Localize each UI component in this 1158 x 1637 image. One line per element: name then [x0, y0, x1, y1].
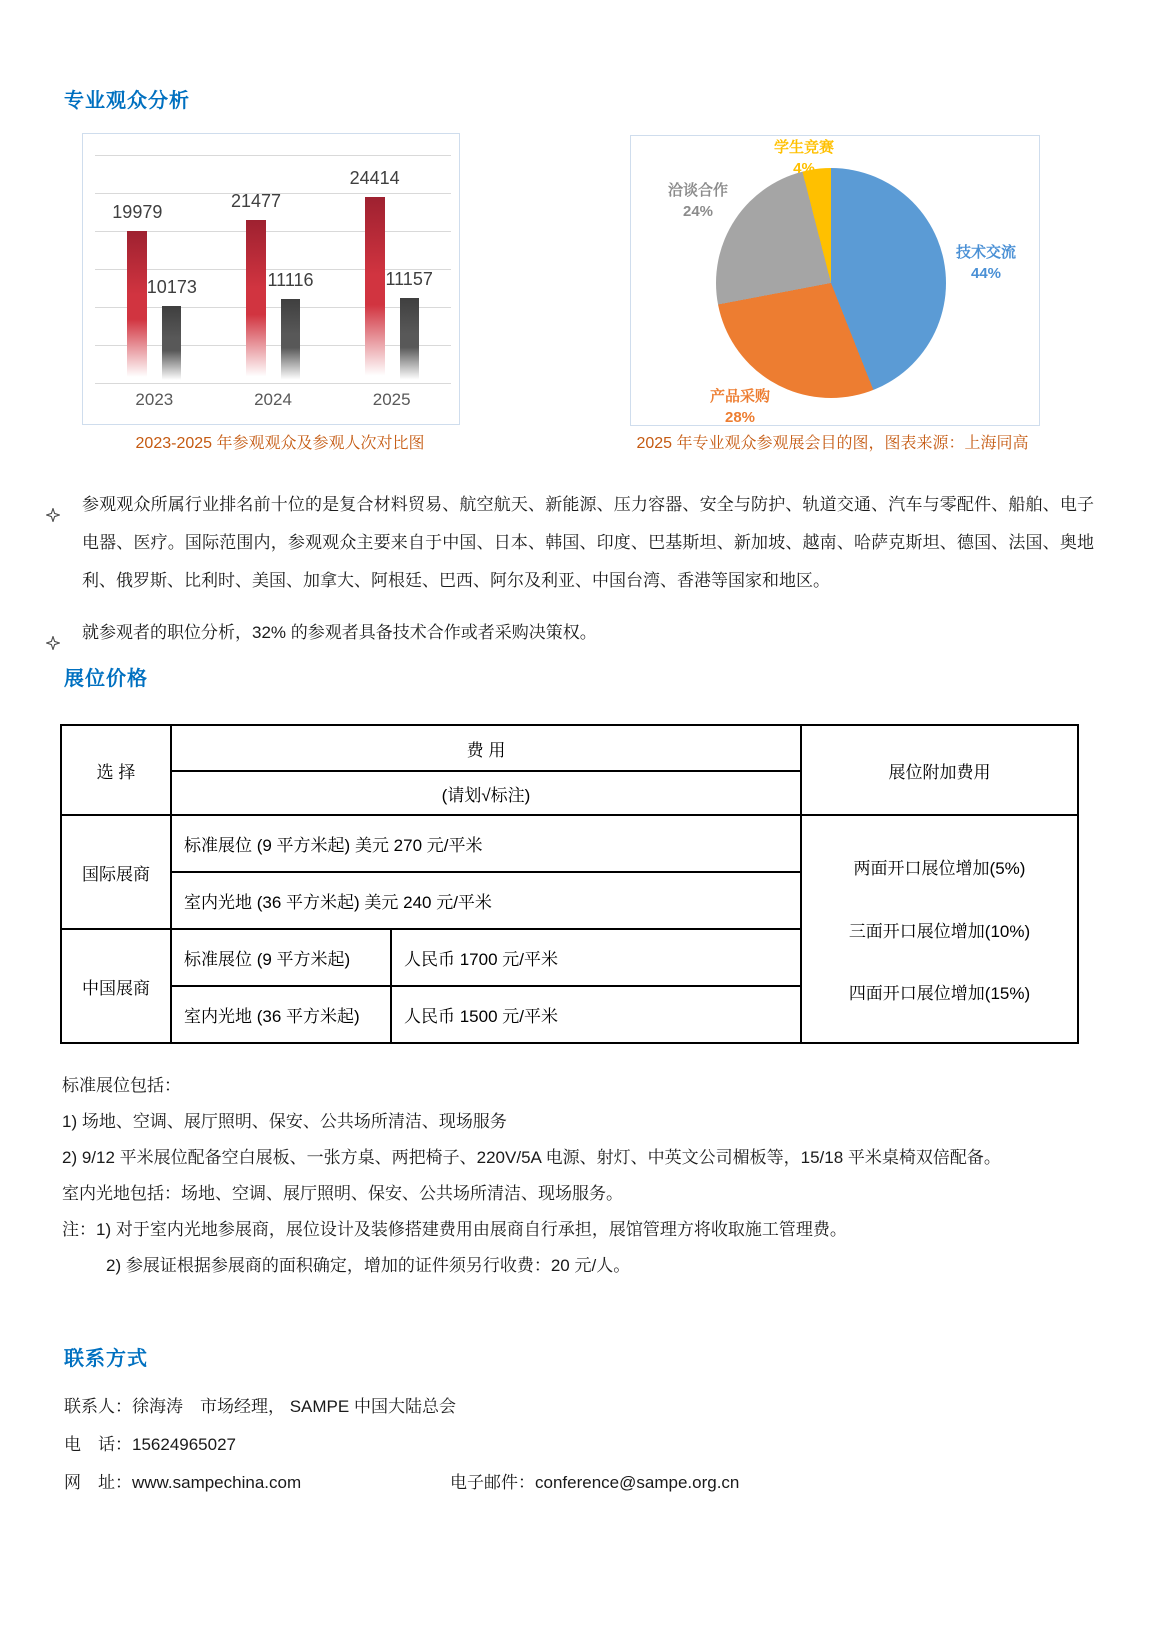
pie-slice-label: 产品采购 28%: [709, 388, 770, 426]
audience-bullet-list: [44, 486, 1094, 664]
contact-person-label: 联系人：: [64, 1397, 132, 1416]
x-axis-label: 2023: [135, 390, 174, 409]
table-cell-cn-raw-price: 人民币 1500 元/平米: [391, 986, 801, 1043]
bar-value-label: 11116: [267, 269, 314, 290]
contact-phone-label: 电 话：: [64, 1435, 132, 1454]
contact-email-value[interactable]: conference@sampe.org.cn: [535, 1473, 740, 1492]
bar-red-2025: [365, 197, 385, 383]
note-item-2: 2) 9/12 平米展位配备空白展板、一张方桌、两把椅子、220V/5A 电源、射灯、中英文公司楣板等，15/18 平米桌椅双倍配备。: [62, 1148, 1001, 1167]
bar-gray-2025: [400, 298, 419, 383]
bar-red-2024: [246, 220, 266, 383]
bar-chart-caption: 2023-2025 年参观观众及参观人次对比图: [135, 435, 425, 452]
bar-gray-2023: [162, 306, 181, 383]
bar-value-label: 10173: [146, 276, 197, 297]
bar-value-label: 21477: [230, 190, 282, 211]
booth-price-table: [60, 724, 1079, 1044]
pie-chart-caption: 2025 年专业观众参观展会目的图，图表来源：上海同高: [636, 435, 1029, 452]
table-cell-intl-raw-space: 室内光地 (36 平方米起) 美元 240 元/平米: [171, 872, 801, 929]
table-header-fee-note: (请划√标注): [171, 771, 801, 815]
pie-chart-visit-purpose: [630, 135, 1040, 426]
note-raw-space: 室内光地包括：场地、空调、展厅照明、保安、公共场所清洁、现场服务。: [62, 1184, 623, 1203]
gridline: [95, 231, 451, 232]
list-item: [44, 614, 1094, 664]
contact-person-line: [64, 1388, 1094, 1426]
table-header-select: 选 择: [61, 725, 171, 815]
table-header-fee: 费 用: [171, 725, 801, 771]
bullet-text-industries: 参观观众所属行业排名前十位的是复合材料贸易、航空航天、新能源、压力容器、安全与防护、轨道交通、汽车与零配件、船舶、电子电器、医疗。国际范围内，参观观众主要来自于中国、日本、韩国、印度、巴基斯坦、新加坡、越南、哈萨克斯坦、德国、法国、奥地利、俄罗斯、比利时、美国、加拿大、阿根廷、巴西、阿尔及利亚、中国台湾、香港等国家和地区。: [82, 495, 1094, 590]
bar-value-label: 19979: [112, 202, 163, 223]
gridline: [95, 307, 451, 308]
bar-chart-visitors: [82, 133, 460, 425]
pie-slice-label: 技术交流 44%: [955, 244, 1016, 282]
note-remark-2: 2) 参展证根据参展商的面积确定，增加的证件须另行收费：20 元/人。: [106, 1256, 631, 1275]
bar-value-label: 24414: [349, 168, 400, 189]
gridline: [95, 383, 451, 384]
contact-email-line: [450, 1464, 739, 1502]
contact-web-line: [64, 1464, 1094, 1502]
list-item: [44, 486, 1094, 600]
table-cell-cn-standard-booth: 标准展位 (9 平方米起): [171, 929, 391, 986]
note-item-1: 1) 场地、空调、展厅照明、保安、公共场所清洁、现场服务: [62, 1112, 507, 1131]
addon-four-sides: 四面开口展位增加(15%): [848, 983, 1031, 1003]
booth-notes: [62, 1068, 1102, 1284]
contact-person-value: 徐海涛 市场经理， SAMPE 中国大陆总会: [132, 1397, 456, 1416]
contact-website-value[interactable]: www.sampechina.com: [132, 1473, 302, 1492]
gridline: [95, 345, 451, 346]
diamond-bullet-icon: [44, 614, 82, 664]
table-cell-group-china: 中国展商: [61, 929, 171, 1043]
bullet-text-job-positions: 就参观者的职位分析，32% 的参观者具备技术合作或者采购决策权。: [82, 623, 597, 642]
bar-value-label: 11157: [385, 269, 433, 290]
table-cell-group-international: 国际展商: [61, 815, 171, 929]
contact-block: [64, 1388, 1094, 1502]
table-cell-intl-standard-booth: 标准展位 (9 平方米起) 美元 270 元/平米: [171, 815, 801, 872]
diamond-bullet-icon: [44, 486, 82, 536]
gridline: [95, 155, 451, 156]
table-cell-cn-raw-space: 室内光地 (36 平方米起): [171, 986, 391, 1043]
bar-gray-2024: [281, 299, 300, 383]
contact-phone-value: 15624965027: [132, 1435, 237, 1454]
section-title-contact: 联系方式: [64, 1348, 148, 1370]
contact-web-label: 网 址：: [64, 1473, 132, 1492]
table-cell-cn-standard-price: 人民币 1700 元/平米: [391, 929, 801, 986]
note-intro: 标准展位包括：: [62, 1076, 181, 1095]
section-title-audience-analysis: 专业观众分析: [64, 90, 190, 112]
table-cell-addon-fees: [801, 815, 1078, 1043]
table-header-addon: 展位附加费用: [801, 725, 1078, 815]
contact-email-label: 电子邮件：: [450, 1473, 535, 1492]
x-axis-label: 2025: [372, 390, 411, 409]
bar-red-2023: [127, 231, 147, 383]
addon-three-sides: 三面开口展位增加(10%): [848, 921, 1031, 941]
addon-two-sides: 两面开口展位增加(5%): [853, 859, 1026, 879]
section-title-booth-price: 展位价格: [64, 668, 148, 690]
pie-slice-label: 学生竞赛 4%: [773, 139, 834, 177]
pie-slice-label: 洽谈合作 24%: [667, 182, 728, 220]
note-remark-1: 注：1) 对于室内光地参展商，展位设计及装修搭建费用由展商自行承担，展馆管理方将收取施工管理费。: [62, 1220, 847, 1239]
contact-phone-line: [64, 1426, 1094, 1464]
x-axis-label: 2024: [254, 390, 292, 409]
